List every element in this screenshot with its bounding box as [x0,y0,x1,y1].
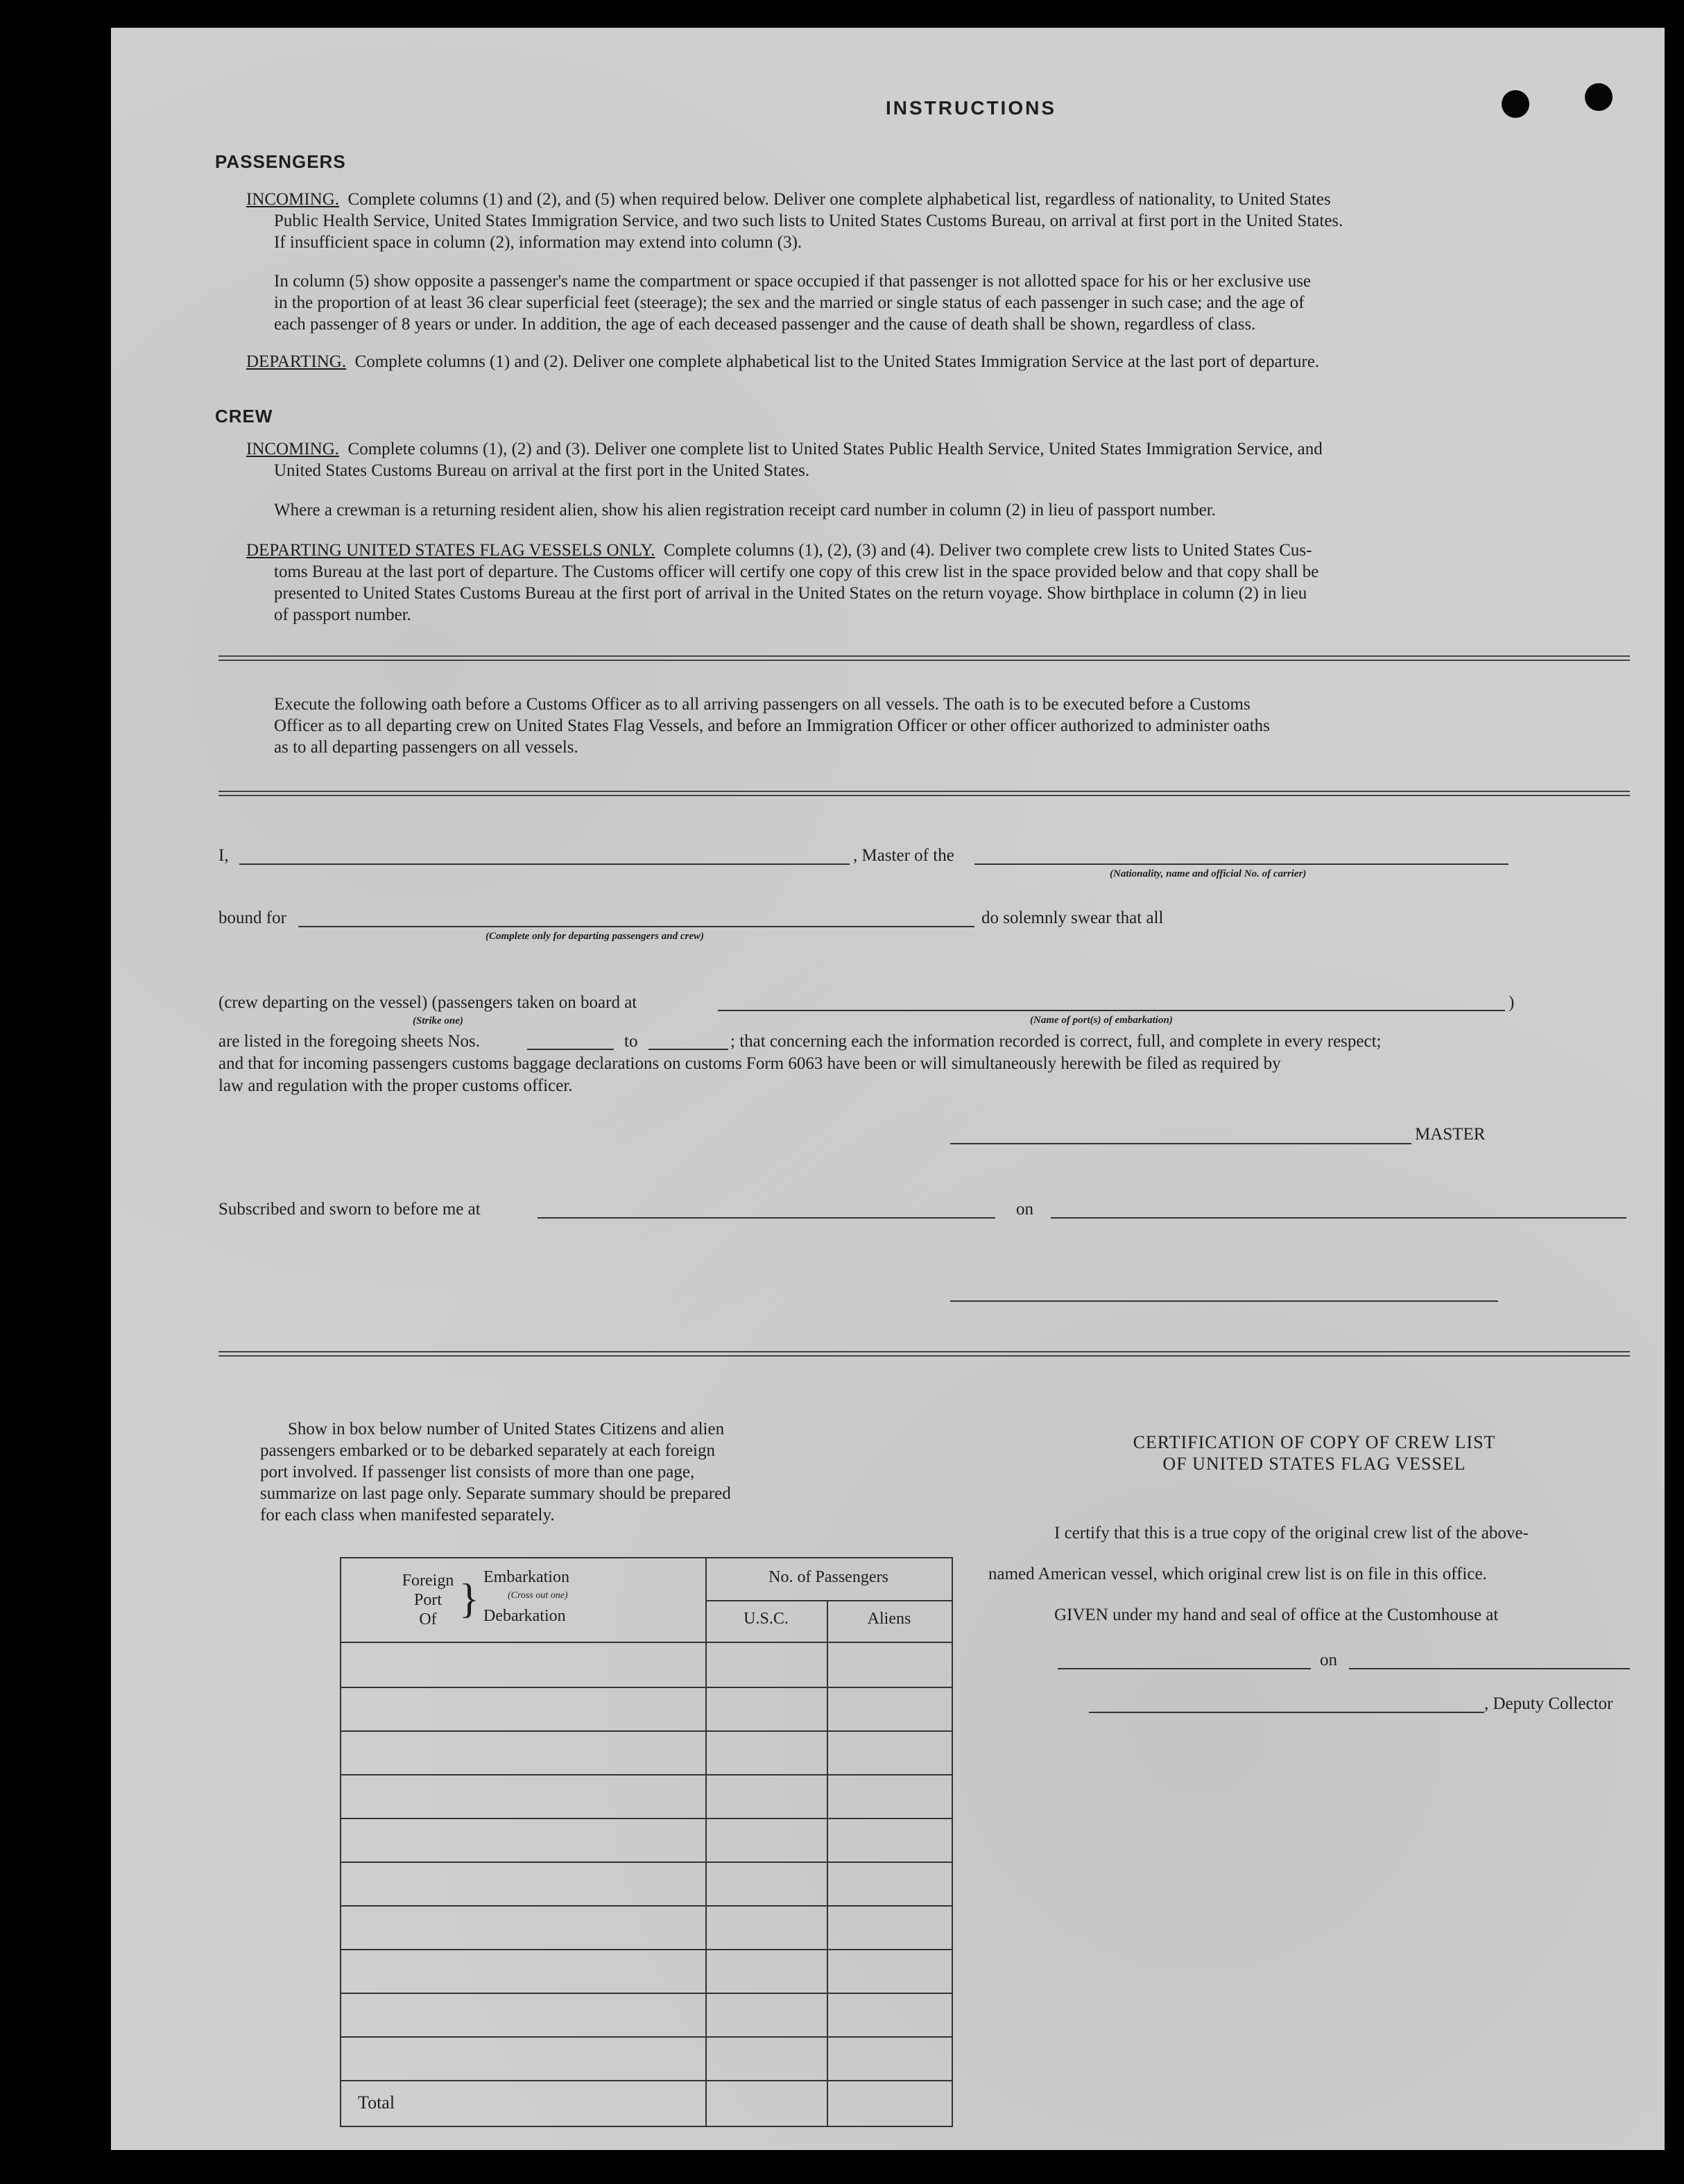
table-row-divider [341,1818,952,1819]
oath-instructions-line: as to all departing passengers on all vessels. [274,738,578,757]
table-row-divider [341,1993,952,1994]
table-row-divider [341,1642,952,1643]
deputy-collector-label: , Deputy Collector [1484,1694,1613,1713]
close-paren: ) [1509,993,1515,1012]
foreign-port-word: Port [413,1591,442,1609]
crew-incoming-paragraph [246,438,1630,481]
page-title: INSTRUCTIONS [886,97,1056,119]
total-label: Total [358,2092,395,2113]
debarkation-label: Debarkation [483,1607,566,1625]
deputy-collector-signature-field[interactable] [1089,1712,1484,1713]
column5-paragraph [274,270,1630,335]
crew-departing-text: (crew departing on the vessel) (passengers taken on board at [218,993,637,1012]
certification-line-1: I certify that this is a true copy of the original crew list of the above- [1054,1524,1529,1542]
usc-header: U.S.C. [744,1610,789,1628]
to-label: to [624,1032,638,1051]
no-of-passengers-header: No. of Passengers [768,1568,888,1586]
summary-instructions-line: passengers embarked or to be debarked separately at each foreign [260,1441,715,1460]
sheet-from-field[interactable] [527,1049,614,1050]
master-name-field[interactable] [239,863,850,865]
summary-instructions-line: summarize on last page only. Separate summary should be prepared [260,1484,731,1503]
certification-date-field[interactable] [1349,1668,1630,1669]
foreign-port-label [397,1571,459,1629]
section-divider [218,791,1630,796]
table-row-divider [341,1861,952,1863]
passengers-heading: PASSENGERS [215,151,346,172]
bound-for-field[interactable] [298,926,974,927]
master-label: MASTER [1415,1125,1486,1144]
certification-line-2: named American vessel, which original crew list is on file in this office. [988,1565,1487,1583]
summary-instructions-line: for each class when manifested separately. [260,1506,555,1524]
passengers-incoming-line: Complete columns (1) and (2), and (5) when required below. Deliver one complete alphabetical list, regardless of nationality, to United States [347,190,1331,209]
officer-signature-field[interactable] [950,1300,1498,1302]
embarkation-caption: (Name of port(s) of embarkation) [1030,1015,1173,1026]
aliens-header: Aliens [867,1610,911,1628]
carrier-caption: (Nationality, name and official No. of carrier) [1110,868,1307,879]
column5-line: In column (5) show opposite a passenger's name the compartment or space occupied if that passenger is not allotted space for his or her exclusive use [274,272,1312,291]
given-text: GIVEN under my hand and seal of office at the Customhouse at [1054,1606,1499,1624]
oath-instructions-line: Execute the following oath before a Customs Officer as to all arriving passengers on all vessels. The oath is to be executed before a Customs [274,695,1251,714]
passengers-departing-label: DEPARTING. [246,352,347,371]
foreign-port-word: Of [419,1610,437,1628]
foreign-port-word: Foreign [402,1572,454,1590]
table-row-divider [341,1774,952,1775]
oath-i-label: I, [218,846,229,865]
punch-hole [1502,90,1529,118]
passengers-incoming-paragraph [246,189,1630,253]
table-row-divider [341,1905,952,1907]
crew-departing-line: Complete columns (1), (2), (3) and (4). Deliver two complete crew lists to United States Cus- [663,541,1312,560]
section-divider [218,1351,1630,1357]
certification-title-2: OF UNITED STATES FLAG VESSEL [1162,1454,1466,1474]
table-row-divider [341,1730,952,1732]
column5-line: each passenger of 8 years or under. In addition, the age of each deceased passenger and the cause of death shall be shown, regardless of class. [274,315,1256,334]
column-divider [705,1558,707,2126]
master-of-the-label: , Master of the [853,846,954,865]
table-row-divider [341,1949,952,1950]
customhouse-field[interactable] [1058,1668,1311,1669]
listed-prefix: are listed in the foregoing sheets Nos. [218,1032,480,1051]
brace: } [459,1576,479,1622]
certification-on-label: on [1320,1651,1337,1669]
sworn-date-field[interactable] [1051,1217,1626,1219]
bound-for-label: bound for [218,909,286,927]
form-sheet [111,28,1665,2150]
subscribed-text: Subscribed and sworn to before me at [218,1200,481,1219]
column5-line: in the proportion of at least 36 clear superficial feet (steerage); the sex and the married or single status of each passenger in such case; and the age of [274,293,1305,312]
table-row-divider [341,1687,952,1688]
oath-instructions-line: Officer as to all departing crew on United States Flag Vessels, and before an Immigration Officer or other officer authorized to administer oaths [274,716,1270,735]
sheet-to-field[interactable] [648,1049,728,1050]
passengers-departing-paragraph [246,351,1630,372]
swear-text: do solemnly swear that all [981,909,1164,927]
oath-instructions [274,694,1429,758]
listed-suffix: ; that concerning each the information recorded is correct, full, and complete in every respect; [730,1032,1382,1051]
crew-resident-text: Where a crewman is a returning resident alien, show his alien registration receipt card number in column (2) in lieu of passport number. [274,501,1216,519]
section-divider [218,655,1630,661]
crew-departing-line: presented to United States Customs Bureau at the first port of arrival in the United States on the return voyage. Show birthplace in column (2) in lieu [274,584,1307,603]
bound-for-caption: (Complete only for departing passengers and crew) [486,931,704,942]
crew-incoming-line: United States Customs Bureau on arrival at the first port in the United States. [274,461,810,480]
crew-heading: CREW [215,406,273,427]
punch-hole [1585,83,1613,111]
passengers-departing-text: Complete columns (1) and (2). Deliver one complete alphabetical list to the United States Immigration Service at the last port of departure. [354,352,1320,371]
embarkation-port-field[interactable] [718,1010,1505,1011]
strike-one-caption: (Strike one) [413,1015,463,1026]
carrier-field[interactable] [974,863,1509,865]
crew-departing-line: toms Bureau at the last port of departure. The Customs officer will certify one copy of this crew list in the space provided below and that copy shall be [274,562,1319,581]
sworn-at-field[interactable] [538,1217,995,1219]
master-signature-field[interactable] [950,1143,1411,1144]
summary-instructions [260,1418,832,1526]
table-row-divider [341,2080,952,2081]
crew-incoming-line: Complete columns (1), (2) and (3). Deliver one complete list to United States Public Health Service, United States Immigration Service, and [347,440,1323,458]
crew-incoming-label: INCOMING. [246,440,340,458]
header-divider [705,1600,952,1601]
crew-departing-line: of passport number. [274,605,411,624]
passengers-incoming-line: Public Health Service, United States Immigration Service, and two such lists to United States Customs Bureau, on arrival at first port in the United States. [274,212,1343,230]
certification-title-1: CERTIFICATION OF COPY OF CREW LIST [1133,1432,1496,1452]
crew-departing-label: DEPARTING UNITED STATES FLAG VESSELS ONLY. [246,541,655,560]
column-divider [827,1600,828,2126]
crew-departing-paragraph [246,540,1630,626]
oath-line-3: law and regulation with the proper customs officer. [218,1076,573,1095]
cross-out-label: (Cross out one) [508,1590,568,1601]
sworn-on-label: on [1016,1200,1033,1219]
embarkation-label: Embarkation [483,1568,569,1586]
summary-instructions-line: Show in box below number of United States Citizens and alien [288,1420,725,1438]
passenger-summary-table [340,1557,953,2127]
passengers-incoming-label: INCOMING. [246,190,340,209]
passengers-incoming-line: If insufficient space in column (2), information may extend into column (3). [274,233,802,252]
oath-line-2: and that for incoming passengers customs baggage declarations on customs Form 6063 have been or will simultaneously herewith be filed as required by [218,1054,1281,1073]
summary-instructions-line: port involved. If passenger list consists of more than one page, [260,1463,695,1481]
table-row-divider [341,2036,952,2038]
